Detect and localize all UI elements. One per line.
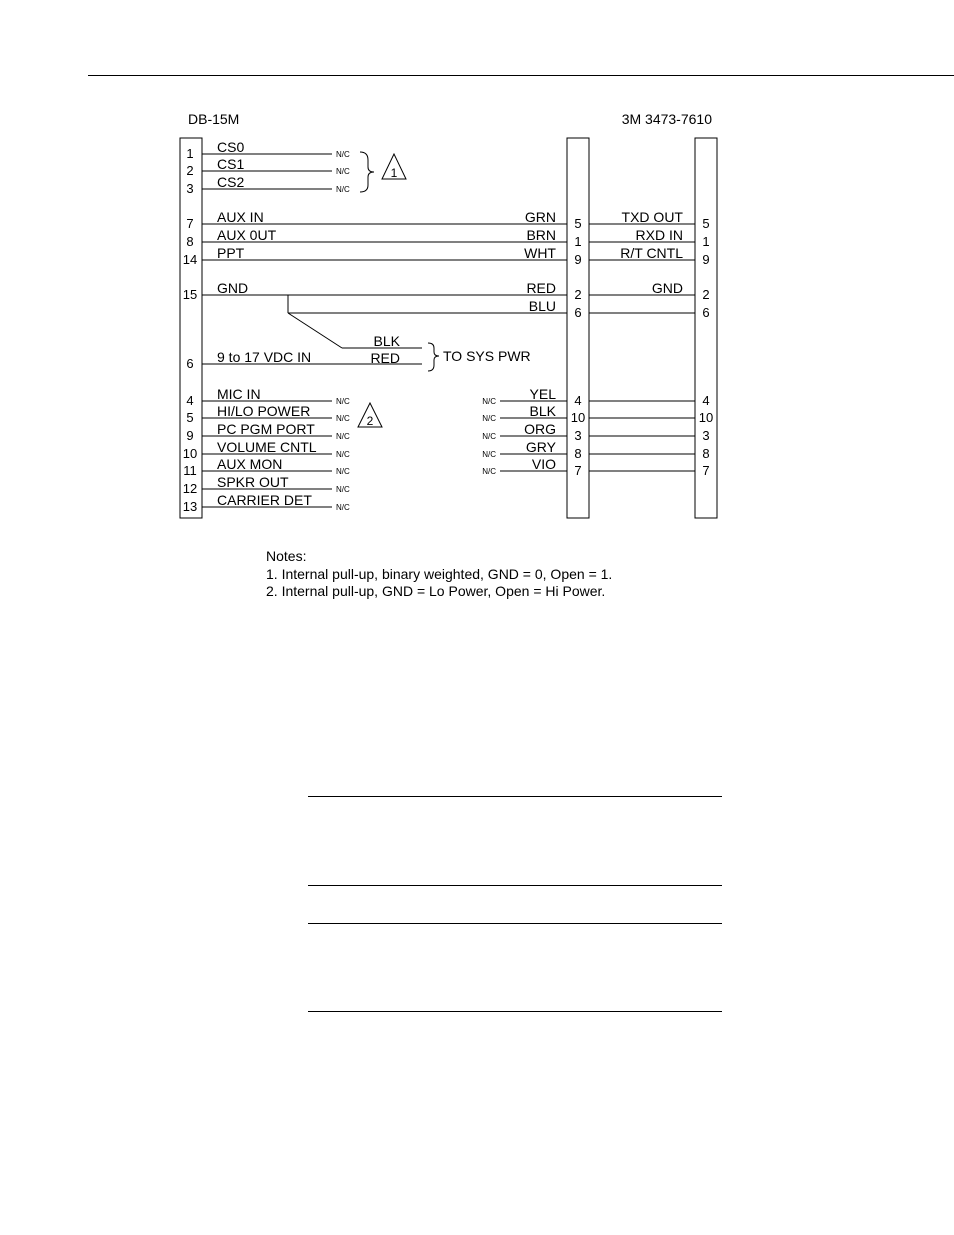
left-3m-pin-number: 4 bbox=[574, 393, 582, 408]
wire-color-label: VIO bbox=[531, 456, 556, 472]
db15-pin-label: AUX 0UT bbox=[217, 227, 277, 243]
nc-label: N/C bbox=[336, 503, 350, 512]
right-3m-pin-number: 9 bbox=[702, 252, 710, 267]
db15-pin-number: 6 bbox=[186, 356, 194, 371]
db15-pin-number: 13 bbox=[182, 499, 198, 514]
right-3m-pin-number: 1 bbox=[702, 234, 710, 249]
db15-pin-number: 4 bbox=[186, 393, 194, 408]
db15-pin-label: SPKR OUT bbox=[217, 474, 289, 490]
nc-label: N/C bbox=[336, 414, 350, 423]
rule-line bbox=[308, 1011, 722, 1012]
right-3m-pin-number: 8 bbox=[702, 446, 710, 461]
db15-pin-number: 8 bbox=[186, 234, 194, 249]
signal-label: RXD IN bbox=[635, 227, 683, 243]
wire-color-label: BLK bbox=[529, 403, 556, 419]
db15-pin-label: CARRIER DET bbox=[217, 492, 312, 508]
right-3m-pin-number: 6 bbox=[702, 305, 710, 320]
wire-color-label: BRN bbox=[526, 227, 556, 243]
wire-color-label: YEL bbox=[529, 386, 556, 402]
db15-pin-number: 5 bbox=[186, 410, 194, 425]
rule-line bbox=[308, 885, 722, 886]
left-3m-pin-number: 6 bbox=[574, 305, 582, 320]
notes-block bbox=[266, 548, 612, 601]
right-3m-pin-number: 10 bbox=[698, 410, 714, 425]
left-3m-pin-number: 7 bbox=[574, 463, 582, 478]
nc-label: N/C bbox=[336, 485, 350, 494]
db15-pin-label: PPT bbox=[217, 245, 245, 261]
right-3m-connector-body bbox=[695, 138, 717, 518]
db15-pin-label: CS0 bbox=[217, 139, 245, 155]
db15-pin-label: CS1 bbox=[217, 156, 245, 172]
db15-pin-label: CS2 bbox=[217, 174, 245, 190]
wire-color-label: GRN bbox=[524, 209, 556, 225]
db15-pin-number: 3 bbox=[186, 181, 194, 196]
nc-label: N/C bbox=[482, 467, 496, 476]
rule-line bbox=[308, 796, 722, 797]
signal-label: R/T CNTL bbox=[620, 245, 683, 261]
wire-color-label: BLU bbox=[528, 298, 556, 314]
wire-color-label: RED bbox=[526, 280, 556, 296]
note-2: 2. Internal pull-up, GND = Lo Power, Open = Hi Power. bbox=[266, 583, 606, 599]
db15-pin-number: 15 bbox=[182, 287, 198, 302]
left-3m-pin-number: 8 bbox=[574, 446, 582, 461]
right-3m-pin-number: 2 bbox=[702, 287, 710, 302]
left-3m-pin-number: 2 bbox=[574, 287, 582, 302]
blk-wire-label: BLK bbox=[373, 333, 400, 349]
3m-connector-name: 3M 3473-7610 bbox=[621, 111, 712, 127]
db15-pin-label: AUX IN bbox=[217, 209, 264, 225]
db15-pin-number: 2 bbox=[186, 163, 194, 178]
right-3m-pin-number: 5 bbox=[702, 216, 710, 231]
right-3m-pin-number: 3 bbox=[702, 428, 710, 443]
brace-cs-group bbox=[360, 152, 374, 192]
db15-pin-number: 7 bbox=[186, 216, 194, 231]
db15-pin-number: 11 bbox=[183, 463, 197, 478]
nc-label: N/C bbox=[336, 450, 350, 459]
wire-color-label: GRY bbox=[525, 439, 556, 455]
signal-label: TXD OUT bbox=[621, 209, 683, 225]
left-3m-pin-number: 5 bbox=[574, 216, 582, 231]
db15-pin-label: AUX MON bbox=[217, 456, 283, 472]
nc-label: N/C bbox=[336, 167, 350, 176]
left-3m-pin-number: 10 bbox=[570, 410, 586, 425]
db15-pin-number: 12 bbox=[182, 481, 198, 496]
rule-line bbox=[308, 923, 722, 924]
db15-connector-name: DB-15M bbox=[188, 111, 240, 127]
db15-pin-label: MIC IN bbox=[217, 386, 261, 402]
db15-pin-number: 14 bbox=[182, 252, 198, 267]
note2-callout-number: 2 bbox=[366, 414, 374, 428]
notes-heading: Notes: bbox=[266, 548, 307, 564]
nc-label: N/C bbox=[336, 467, 350, 476]
left-3m-connector-body bbox=[567, 138, 589, 518]
nc-label: N/C bbox=[336, 150, 350, 159]
nc-label: N/C bbox=[336, 185, 350, 194]
nc-label: N/C bbox=[482, 450, 496, 459]
nc-label: N/C bbox=[336, 432, 350, 441]
db15-pin-label: PC PGM PORT bbox=[217, 421, 315, 437]
nc-label: N/C bbox=[336, 397, 350, 406]
wire-color-label: WHT bbox=[524, 245, 556, 261]
left-3m-pin-number: 3 bbox=[574, 428, 582, 443]
right-3m-pin-number: 7 bbox=[702, 463, 710, 478]
db15-pin-label: HI/LO POWER bbox=[217, 403, 311, 419]
db15-pin-label: GND bbox=[217, 280, 249, 296]
brace-power bbox=[428, 343, 439, 371]
wire-color-label: ORG bbox=[524, 421, 556, 437]
db15-pin-label: 9 to 17 VDC IN bbox=[217, 349, 312, 365]
left-3m-pin-number: 1 bbox=[574, 234, 582, 249]
db15-pin-number: 9 bbox=[186, 428, 194, 443]
db15-pin-number: 10 bbox=[182, 446, 198, 461]
nc-label: N/C bbox=[482, 397, 496, 406]
db15-pin-label: VOLUME CNTL bbox=[217, 439, 317, 455]
red-wire-label: RED bbox=[370, 350, 400, 366]
db15-pin-number: 1 bbox=[186, 146, 194, 161]
left-3m-pin-number: 9 bbox=[574, 252, 582, 267]
signal-label: GND bbox=[651, 280, 683, 296]
nc-label: N/C bbox=[482, 432, 496, 441]
note1-callout-number: 1 bbox=[390, 166, 398, 180]
to-sys-pwr-label: TO SYS PWR bbox=[443, 348, 531, 364]
nc-label: N/C bbox=[482, 414, 496, 423]
blk-diagonal-wire bbox=[288, 313, 342, 348]
note-1: 1. Internal pull-up, binary weighted, GND = 0, Open = 1. bbox=[266, 565, 613, 582]
right-3m-pin-number: 4 bbox=[702, 393, 710, 408]
